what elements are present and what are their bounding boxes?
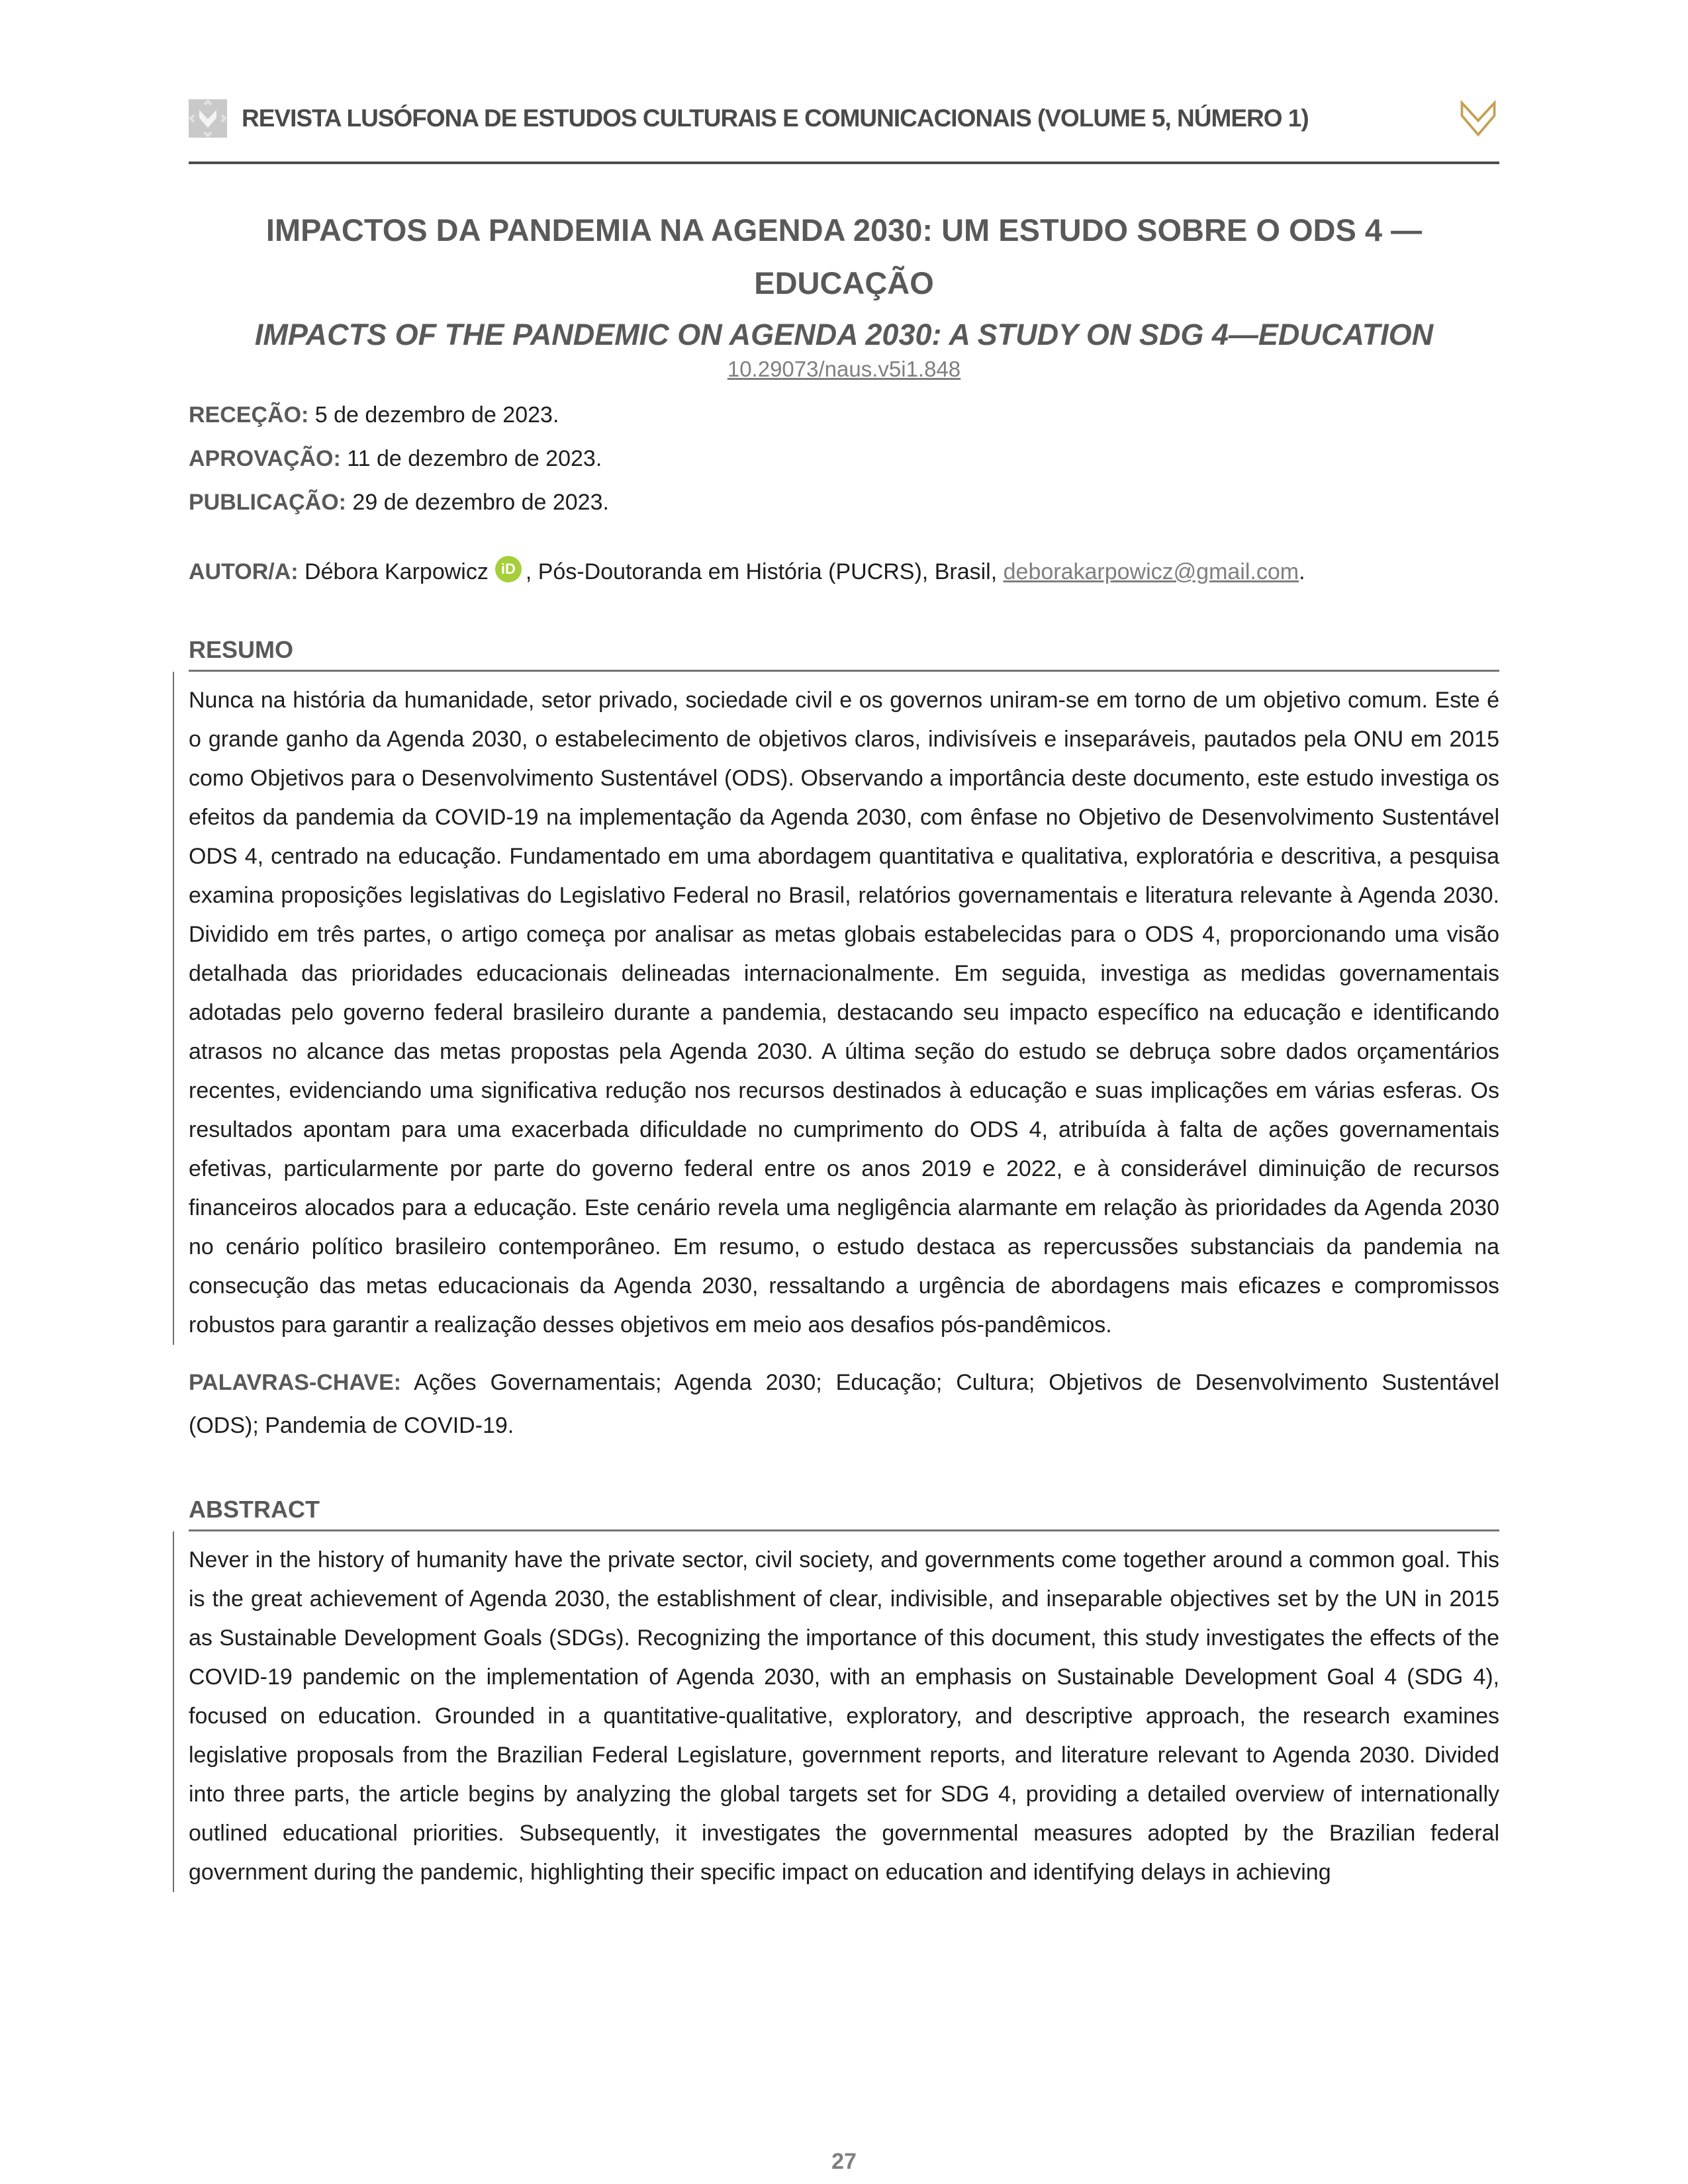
reception-value: 5 de dezembro de 2023.	[308, 402, 559, 428]
publication-value: 29 de dezembro de 2023.	[346, 490, 609, 515]
page-number: 27	[831, 2149, 857, 2174]
abstract-paragraph: Never in the history of humanity have the private sector, civil society, and governments come together around a common goal. This is the great achievement of Agenda 2030, the establishment of clear, indivisible, and inseparable objectives set by the UN in 2015 as Sustainable Development Goals (SDGs). Recognizing the importance of this document, this study investigates the effects of the COVID-19 pandemic on the implementation of Agenda 2030, with an emphasis on Sustainable Development Goal 4 (SDG 4), focused on education. Grounded in a quantitative-qualitative, exploratory, and descriptive approach, the research examines legislative proposals from the Brazilian Federal Legislature, government reports, and literature relevant to Agenda 2030. Divided into three parts, the article begins by analyzing the global targets set for SDG 4, providing a detailed overview of internationally outlined educational priorities. Subsequently, it investigates the governmental measures adopted by the Brazilian federal government during the pandemic, highlighting their specific impact on education and identifying delays in achieving	[189, 1547, 1499, 1885]
abstract-section	[189, 1495, 1499, 1892]
doi-link[interactable]: 10.29073/naus.v5i1.848	[727, 357, 961, 381]
author-name: Débora Karpowicz	[298, 559, 489, 584]
author-line-period: .	[1299, 559, 1305, 584]
approval-label: APROVAÇÃO:	[189, 446, 341, 471]
header-divider	[189, 161, 1499, 164]
approval-value: 11 de dezembro de 2023.	[340, 446, 602, 471]
keywords-label: PALAVRAS-CHAVE:	[189, 1370, 402, 1395]
publication-label: PUBLICAÇÃO:	[189, 490, 346, 515]
keywords-value: Ações Governamentais; Agenda 2030; Educação; Cultura; Objetivos de Desenvolvimento Sustentável (ODS); Pandemia de COVID-19.	[189, 1370, 1499, 1438]
doi-row	[189, 355, 1499, 384]
resumo-section	[189, 635, 1499, 1345]
approval-date	[189, 437, 1499, 480]
reception-date	[189, 393, 1499, 437]
journal-logo-placeholder-icon	[189, 99, 227, 138]
article-title-en: IMPACTS OF THE PANDEMIC ON AGENDA 2030: A STUDY ON SDG 4—EDUCATION	[254, 318, 1434, 351]
author-line	[189, 556, 1499, 588]
author-affiliation: , Pós-Doutoranda em História (PUCRS), Brasil,	[525, 559, 1004, 584]
author-email-link[interactable]: deborakarpowicz@gmail.com	[1003, 559, 1299, 584]
orcid-icon[interactable]: iD	[495, 556, 522, 582]
article-title-pt: IMPACTOS DA PANDEMIA NA AGENDA 2030: UM ESTUDO SOBRE O ODS 4 — EDUCAÇÃO	[265, 212, 1423, 300]
document-page	[0, 98, 1688, 2184]
resumo-paragraph: Nunca na história da humanidade, setor privado, sociedade civil e os governos uniram-se em torno de um objetivo comum. Este é o grande ganho da Agenda 2030, o estabelecimento de objetivos claros, indivisíveis e inseparáveis, pautados pela ONU em 2015 como Objetivos para o Desenvolvimento Sustentável (ODS). Observando a importância deste documento, este estudo investiga os efeitos da pandemia da COVID-19 na implementação da Agenda 2030, com ênfase no Objetivo de Desenvolvimento Sustentável ODS 4, centrado na educação. Fundamentado em uma abordagem quantitativa e qualitativa, exploratória e descritiva, a pesquisa examina proposições legislativas do Legislativo Federal no Brasil, relatórios governamentais e literatura relevante à Agenda 2030. Dividido em três partes, o artigo começa por analisar as metas globais estabelecidas para o ODS 4, proporcionando uma visão detalhada das prioridades educacionais delineadas internacionalmente. Em seguida, investiga as medidas governamentais adotadas pelo governo federal brasileiro durante a pandemia, destacando seu impacto específico na educação e identificando atrasos no alcance das metas propostas pela Agenda 2030. A última seção do estudo se debruça sobre dados orçamentários recentes, evidenciando uma significativa redução nos recursos destinados à educação e suas implicações em várias esferas. Os resultados apontam para uma exacerbada dificuldade no cumprimento do ODS 4, atribuída à falta de ações governamentais efetivas, particularmente por parte do governo federal entre os anos 2019 e 2022, e à considerável diminuição de recursos financeiros alocados para a educação. Este cenário revela uma negligência alarmante em relação às prioridades da Agenda 2030 no cenário político brasileiro contemporâneo. Em resumo, o estudo destaca as repercussões substanciais da pandemia na consecução das metas educacionais da Agenda 2030, ressaltando a urgência de abordagens mais eficazes e compromissos robustos para garantir a realização desses objetivos em meio aos desafios pós-pandêmicos.	[189, 688, 1499, 1338]
keywords-line	[189, 1361, 1499, 1447]
abstract-heading: ABSTRACT	[189, 1496, 320, 1523]
author-label: AUTOR/A:	[189, 559, 299, 584]
abstract-block	[189, 1529, 1499, 1892]
resumo-block	[189, 670, 1499, 1345]
article-dates	[189, 393, 1499, 524]
publication-date	[189, 480, 1499, 524]
journal-title: REVISTA LUSÓFONA DE ESTUDOS CULTURAIS E COMUNICACIONAIS (VOLUME 5, NÚMERO 1)	[242, 105, 1309, 132]
gold-chevron-logo-icon	[1457, 98, 1499, 139]
reception-label: RECEÇÃO:	[189, 402, 309, 428]
page-header	[189, 98, 1499, 139]
resumo-heading: RESUMO	[189, 636, 294, 663]
